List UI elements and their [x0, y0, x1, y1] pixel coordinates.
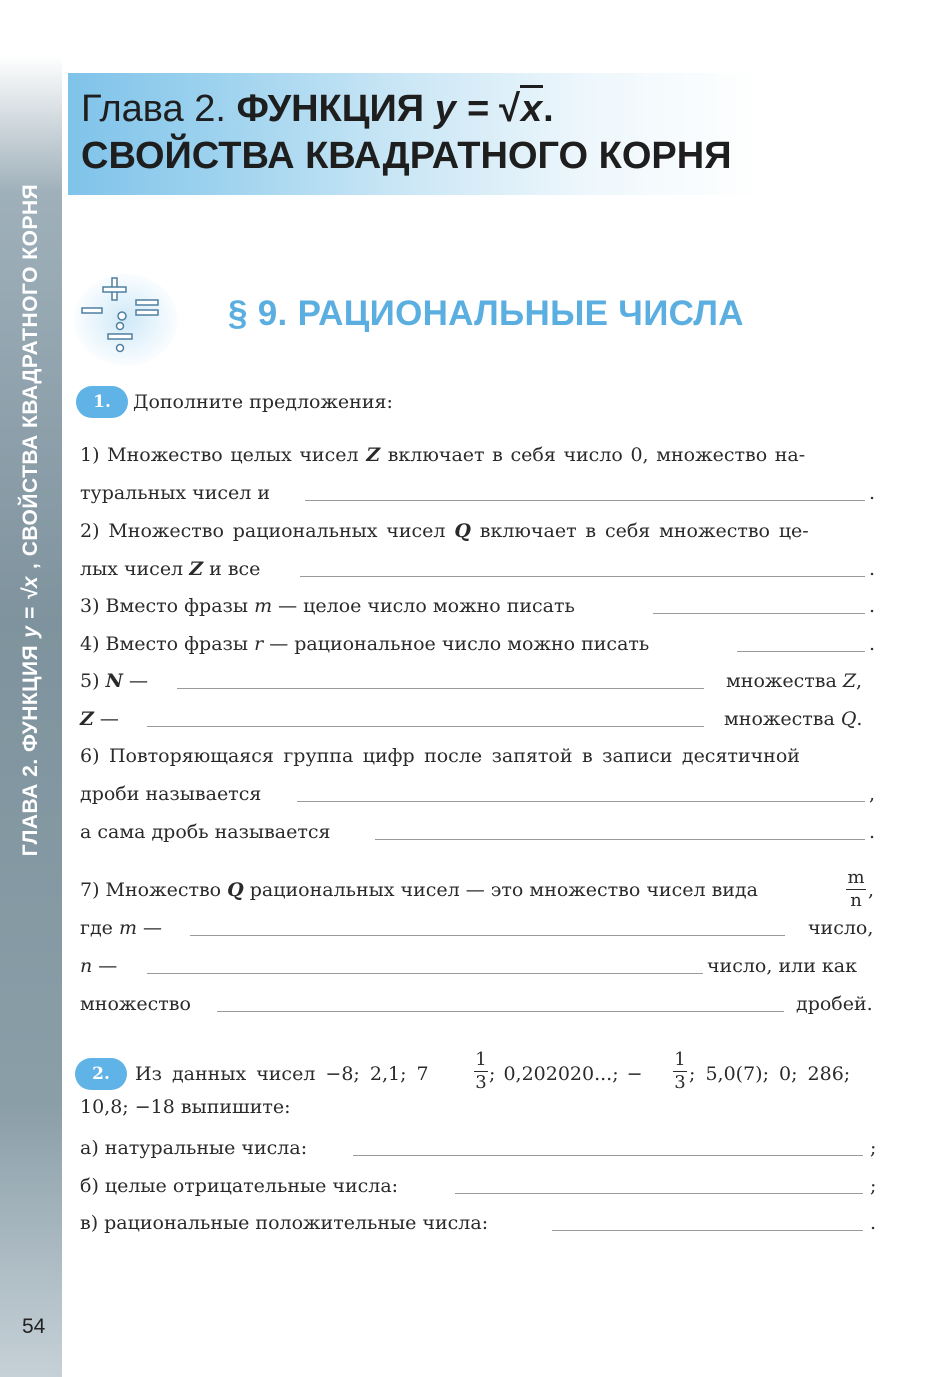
punctuation: .	[870, 1212, 877, 1234]
fraction-m-over-n: m n	[847, 867, 865, 911]
sentence-5-set-q: множества Q.	[724, 708, 863, 730]
answer-line[interactable]	[300, 576, 865, 577]
punctuation: .	[869, 595, 876, 617]
sentence-6-line-1: 6) Повторяющаяся группа цифр после запятой в записи десятичной	[80, 745, 800, 767]
punctuation: ,	[869, 783, 876, 805]
punctuation: ;	[870, 1175, 877, 1197]
sentence-7-line-4: множество	[80, 993, 191, 1015]
task2-prompt-part-1: Из данных чисел −8; 2,1; 7	[135, 1063, 429, 1085]
sentence-3: 3) Вместо фразы m — целое число можно писать	[80, 595, 575, 617]
sentence-7-line-1: 7) Множество Q рациональных чисел — это множество чисел вида	[80, 879, 758, 901]
task2-item-b: б) целые отрицательные числа:	[80, 1175, 399, 1197]
sentence-7-line-2: где m —	[80, 917, 163, 939]
sentence-5-line-2: Z —	[80, 708, 119, 730]
answer-line[interactable]	[653, 613, 865, 614]
sentence-5-line-1: 5) N —	[80, 670, 148, 692]
punctuation: ;	[870, 1137, 877, 1159]
answer-line[interactable]	[353, 1155, 863, 1156]
fraction-one-third: 1 3	[674, 1049, 686, 1093]
answer-line[interactable]	[455, 1193, 863, 1194]
task-prompt: Дополните предложения:	[133, 391, 393, 413]
punctuation: .	[869, 482, 876, 504]
task2-prompt-part-3: ; 5,0(7); 0; 286;	[689, 1063, 851, 1085]
answer-line[interactable]	[147, 726, 704, 727]
sentence-6-line-2: дроби называется	[80, 783, 262, 805]
side-tab-formula: y = √x	[19, 575, 42, 638]
sentence-1-line-2: туральных чисел и	[80, 482, 271, 504]
answer-line[interactable]	[375, 839, 865, 840]
sentence-7-nat: число, или как	[707, 955, 857, 977]
answer-line[interactable]	[297, 801, 865, 802]
answer-line[interactable]	[177, 688, 704, 689]
sentence-2-line-1: 2) Множество рациональных чисел Q включает в себя множество це-	[80, 520, 809, 542]
sqrt-sign: √	[499, 88, 520, 130]
page-number: 54	[22, 1315, 46, 1338]
task2-prompt-line-2: 10,8; −18 выпишите:	[80, 1096, 291, 1118]
sentence-7-line-3: n —	[80, 955, 118, 977]
task2-prompt-part-2: ; 0,202020...; −	[489, 1063, 643, 1085]
side-tab-topic: , СВОЙСТВА КВАДРАТНОГО КОРНЯ	[19, 183, 42, 569]
side-tab-chapter: ГЛАВА 2. ФУНКЦИЯ	[19, 644, 42, 857]
punctuation: .	[869, 558, 876, 580]
punctuation: .	[869, 821, 876, 843]
side-tab	[0, 0, 62, 1377]
sentence-7-int: число,	[808, 917, 874, 939]
punctuation: .	[869, 633, 876, 655]
chapter-title: Глава 2. ФУНКЦИЯ y = √x. СВОЙСТВА КВАДРАТНОГО КОРНЯ	[81, 86, 732, 180]
fraction-one-third: 1 3	[475, 1049, 487, 1093]
task2-item-a: а) натуральные числа:	[80, 1137, 308, 1159]
task-number-badge: 1.	[76, 386, 128, 418]
sentence-4: 4) Вместо фразы r — рациональное число можно писать	[80, 633, 650, 655]
answer-line[interactable]	[552, 1230, 863, 1231]
section-title: § 9. РАЦИОНАЛЬНЫЕ ЧИСЛА	[228, 294, 744, 333]
sentence-5-set-z: множества Z,	[726, 670, 863, 692]
sentence-6-line-3: а сама дробь называется	[80, 821, 331, 843]
sentence-7-frac: дробей.	[796, 993, 873, 1015]
math-operations-icon	[72, 270, 180, 370]
task2-item-c: в) рациональные положительные числа:	[80, 1212, 489, 1234]
answer-line[interactable]	[305, 500, 865, 501]
punctuation: ,	[868, 879, 875, 901]
sentence-2-line-2: лых чисел Z и все	[80, 558, 261, 580]
answer-line[interactable]	[737, 651, 865, 652]
task-number-badge: 2.	[75, 1058, 127, 1090]
answer-line[interactable]	[147, 973, 703, 974]
answer-line[interactable]	[190, 935, 785, 936]
side-tab-label	[14, 160, 48, 880]
sentence-1-line-1: 1) Множество целых чисел Z включает в себя число 0, множество на-	[80, 444, 806, 466]
answer-line[interactable]	[217, 1011, 784, 1012]
